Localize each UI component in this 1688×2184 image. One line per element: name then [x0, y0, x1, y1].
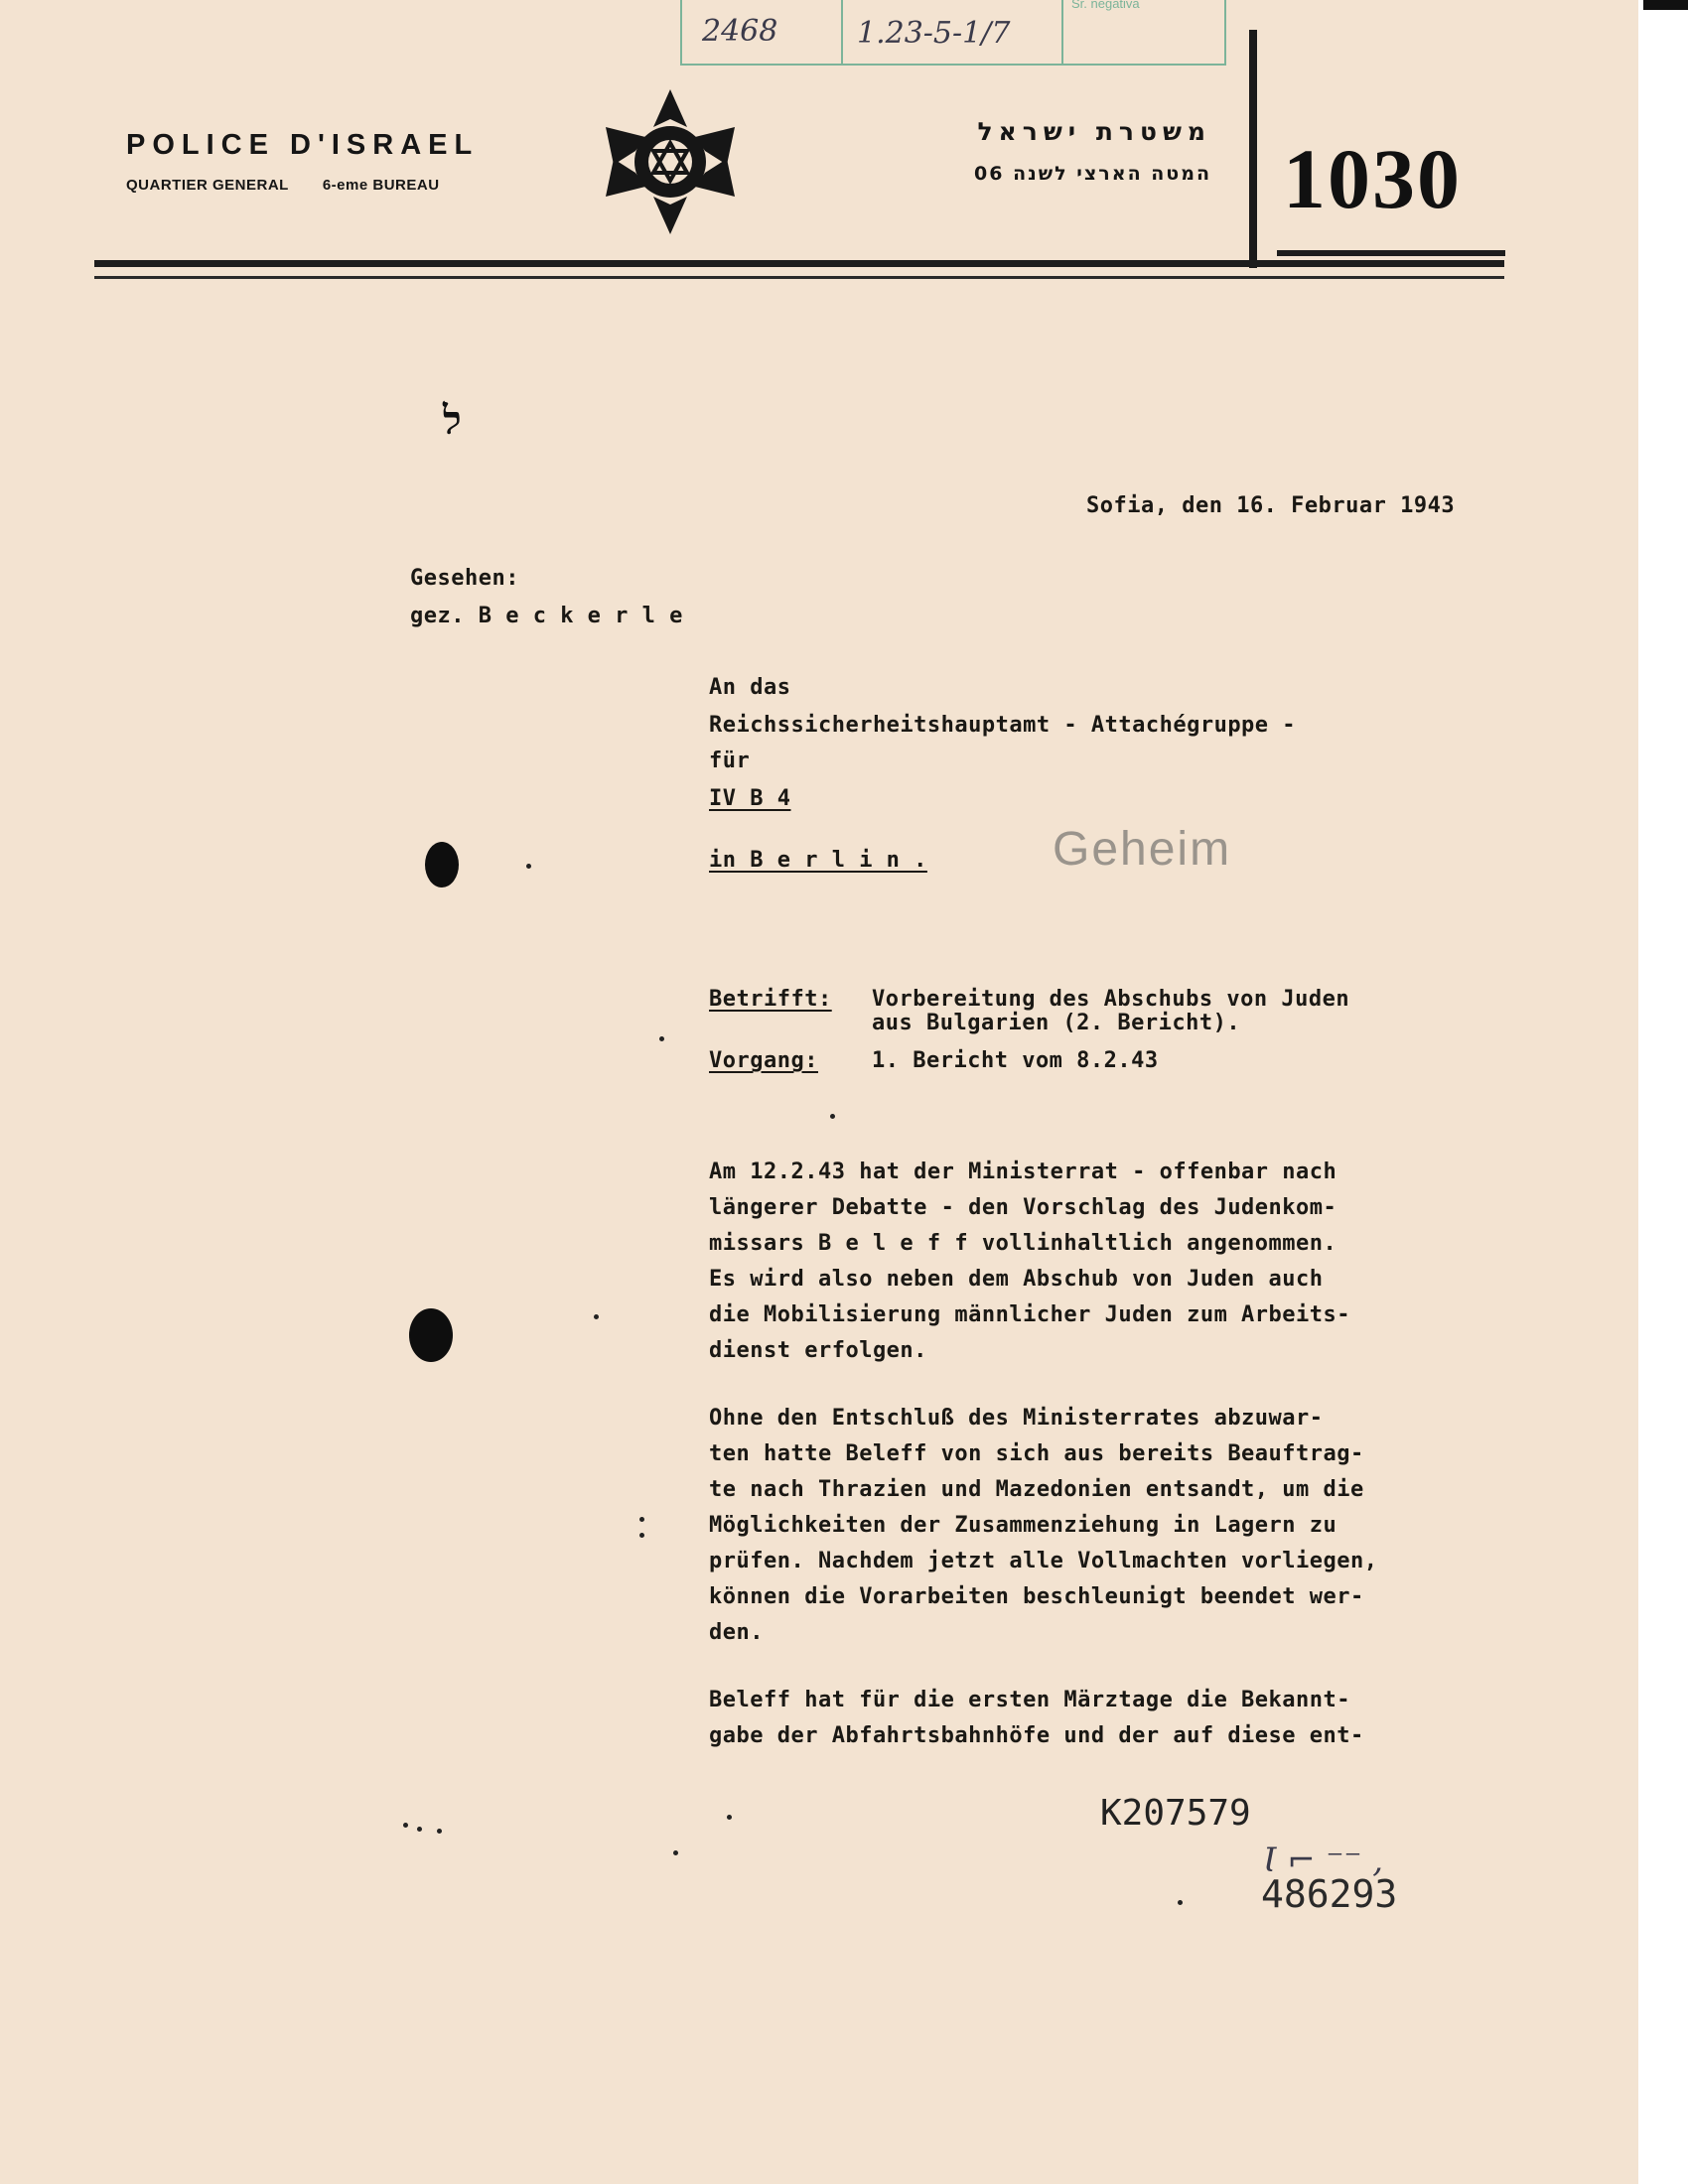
- letterhead-subtitle: [126, 177, 474, 194]
- body-line: können die Vorarbeiten beschleunigt beendet wer-: [709, 1584, 1364, 1609]
- subject-text: Vorbereitung des Abschubs von Juden: [872, 987, 1350, 1012]
- speck: [403, 1823, 408, 1828]
- body-line: Es wird also neben dem Abschub von Juden auch: [709, 1267, 1324, 1292]
- recipient-line: Reichssicherheitshauptamt - Attachégruppe -: [709, 713, 1297, 738]
- recipient-city: in B e r l i n .: [709, 848, 927, 873]
- margin-mark: ל: [443, 397, 462, 444]
- subject-text: aus Bulgarien (2. Bericht).: [872, 1011, 1241, 1035]
- speck: [1178, 1900, 1183, 1905]
- body-line: dienst erfolgen.: [709, 1338, 927, 1363]
- archive-stamp-label: Sr. negativa: [1071, 0, 1140, 11]
- body-line: Beleff hat für die ersten Märztage die Bekannt-: [709, 1688, 1351, 1712]
- speck: [594, 1314, 599, 1319]
- archive-signature-handwritten: 1.23-5-1/7: [857, 16, 1011, 51]
- speck: [639, 1517, 644, 1522]
- body-line: Möglichkeiten der Zusammenziehung in Lagern zu: [709, 1513, 1337, 1538]
- letterhead-rule: [1277, 250, 1505, 256]
- body-line: te nach Thrazien und Mazedonien entsandt, um die: [709, 1477, 1364, 1502]
- speck: [673, 1850, 678, 1855]
- document-number: 1030: [1283, 131, 1462, 226]
- archive-stamp-cell: [1063, 0, 1222, 64]
- date-line: Sofia, den 16. Februar 1943: [1086, 493, 1456, 518]
- letterhead-subtitle-left: QUARTIER GENERAL: [126, 177, 289, 194]
- speck: [727, 1815, 732, 1820]
- punch-hole-mark: [425, 842, 459, 887]
- letterhead-subtitle-right: 6-eme BUREAU: [322, 177, 440, 194]
- handwritten-number: 486293: [1261, 1872, 1398, 1916]
- body-line: Am 12.2.43 hat der Ministerrat - offenbar nach: [709, 1160, 1337, 1184]
- recipient-line: An das: [709, 675, 791, 700]
- body-line: missars B e l e f f vollinhaltlich angenommen.: [709, 1231, 1337, 1256]
- body-line: ten hatte Beleff von sich aus bereits Beauftrag-: [709, 1441, 1364, 1466]
- seen-signature: gez. B e c k e r l e: [410, 604, 683, 628]
- letterhead-rule: [94, 276, 1504, 279]
- letterhead-divider: [1249, 30, 1257, 268]
- letterhead-title: POLICE D'ISRAEL: [126, 129, 480, 161]
- archive-stamp: [680, 0, 1226, 66]
- handwritten-scribble: Ɩ ⌐ ⁻⁻ ,: [1263, 1841, 1384, 1880]
- speck: [526, 864, 531, 869]
- reference-text: 1. Bericht vom 8.2.43: [872, 1048, 1159, 1073]
- speck: [417, 1827, 422, 1832]
- archive-stamp-cell: [682, 0, 843, 64]
- body-line: prüfen. Nachdem jetzt alle Vollmachten vorliegen,: [709, 1549, 1378, 1573]
- letterhead-hebrew-title: משטרת ישראל: [977, 117, 1211, 146]
- recipient-department: IV B 4: [709, 786, 791, 811]
- scan-corner-mark: [1643, 0, 1688, 10]
- speck: [830, 1114, 835, 1119]
- recipient-line: für: [709, 749, 751, 773]
- seen-label: Gesehen:: [410, 566, 519, 591]
- reference-label: Vorgang:: [709, 1048, 818, 1073]
- letterhead-rule: [94, 260, 1504, 267]
- subject-label: Betrifft:: [709, 987, 832, 1012]
- speck: [437, 1829, 442, 1834]
- archive-stamp-cell: [843, 0, 1063, 64]
- police-emblem-icon: [596, 87, 745, 236]
- speck: [639, 1533, 644, 1538]
- speck: [659, 1036, 664, 1041]
- scan-margin: [1638, 0, 1688, 2184]
- document-stamp-number: K207579: [1100, 1793, 1251, 1834]
- body-line: den.: [709, 1620, 764, 1645]
- punch-hole-mark: [409, 1308, 453, 1362]
- letterhead-hebrew-subtitle: המטה הארצי לשנה 06: [974, 163, 1211, 185]
- body-line: die Mobilisierung männlicher Juden zum Arbeits-: [709, 1302, 1351, 1327]
- body-line: längerer Debatte - den Vorschlag des Judenkom-: [709, 1195, 1337, 1220]
- body-line: Ohne den Entschluß des Ministerrates abzuwar-: [709, 1406, 1324, 1431]
- body-line: gabe der Abfahrtsbahnhöfe und der auf diese ent-: [709, 1723, 1364, 1748]
- archive-number-handwritten: 2468: [702, 14, 778, 49]
- watermark-text: Geheim: [1053, 823, 1232, 876]
